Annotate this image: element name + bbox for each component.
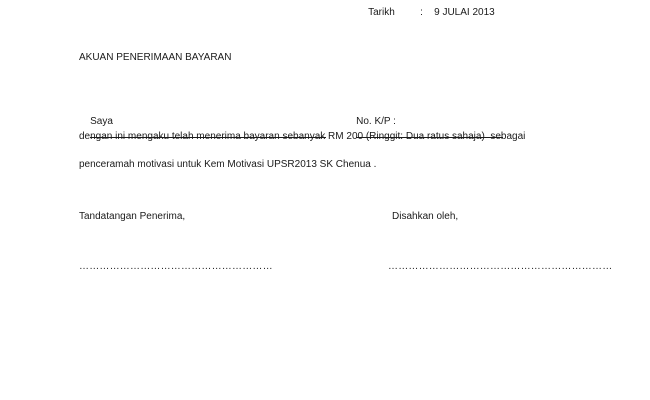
ic-row [345, 104, 503, 154]
date-colon: : [420, 7, 423, 18]
receiver-signature-line: ………………………………………………… [79, 261, 273, 272]
declaration-line-2: penceramah motivasi untuk Kem Motivasi UPSR2013 SK Chenua . [79, 159, 377, 170]
name-row [79, 104, 326, 154]
approver-signature-label: Disahkan oleh, [392, 211, 459, 222]
date-value: 9 JULAI 2013 [434, 7, 495, 18]
approver-signature-line: ………………………………………………………… [388, 261, 613, 272]
date-row [357, 0, 495, 31]
date-label: Tarikh [368, 7, 395, 18]
declaration-line-1: dengan ini mengaku telah menerima bayaran sebanyak RM 200 (Ringgit: Dua ratus sahaja) sebagai [79, 131, 526, 142]
receiver-signature-label: Tandatangan Penerima, [79, 211, 186, 222]
ic-label: No. K/P : [356, 116, 396, 127]
document-title: AKUAN PENERIMAAN BAYARAN [79, 52, 232, 63]
name-label: Saya [90, 116, 113, 127]
